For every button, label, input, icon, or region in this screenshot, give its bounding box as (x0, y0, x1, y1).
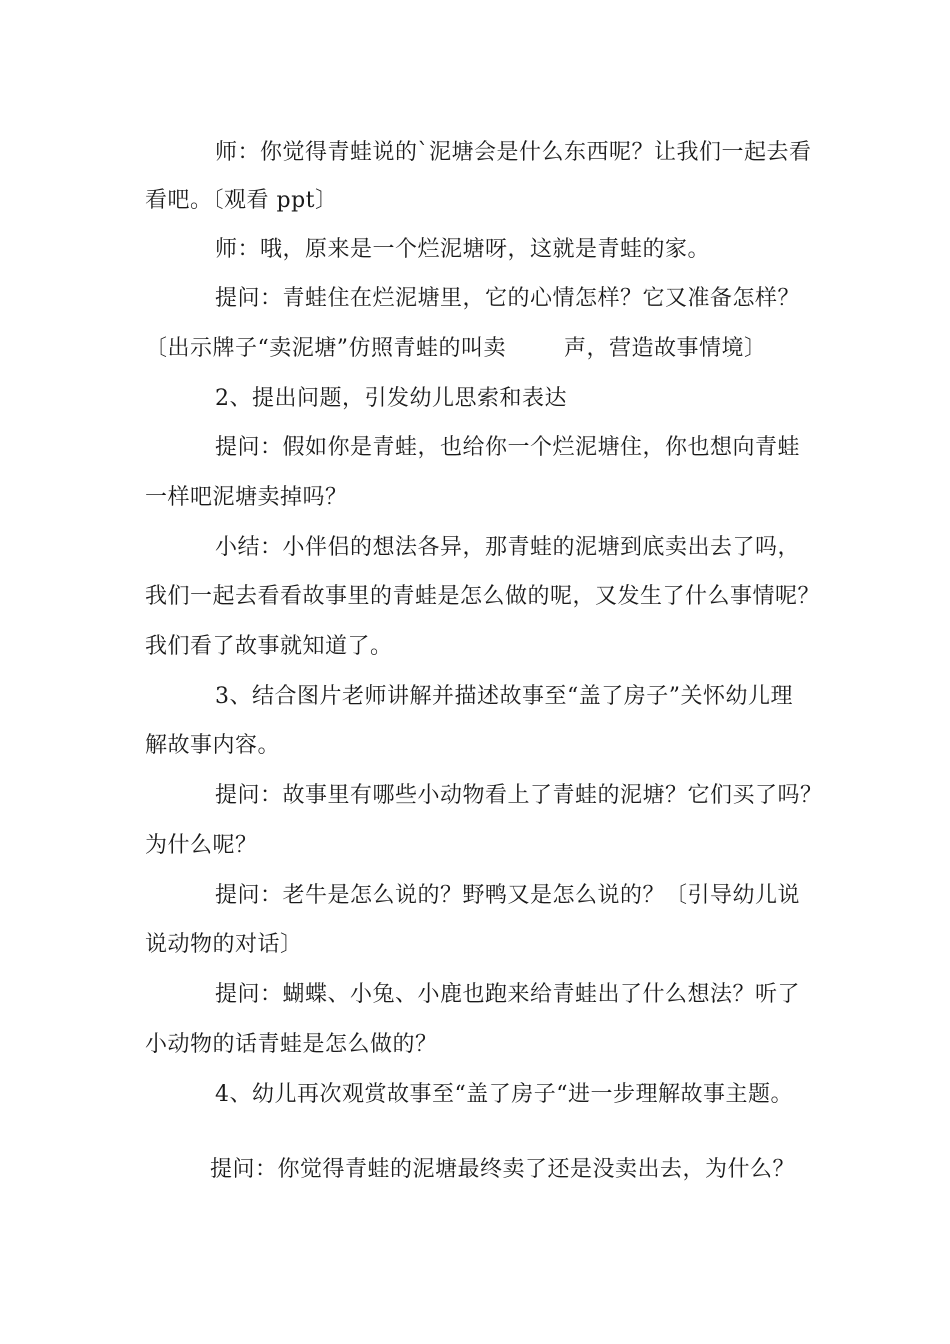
paragraph-line: 提问：老牛是怎么说的？野鸭又是怎么说的？〔引导幼儿说 (215, 883, 801, 908)
paragraph-line: 小结：小伴侣的想法各异，那青蛙的泥塘到底卖出去了吗， (215, 535, 801, 560)
section-heading: 4、幼儿再次观赏故事至“盖了房子“进一步理解故事主题。 (215, 1082, 793, 1107)
paragraph-line: 师：哦，原来是一个烂泥塘呀，这就是青蛙的家。 (215, 237, 711, 262)
paragraph-line: 为什么呢？ (145, 833, 258, 858)
paragraph-line: 一样吧泥塘卖掉吗？ (145, 485, 348, 510)
paragraph-line: 提问：假如你是青蛙，也给你一个烂泥塘住，你也想向青蛙 (215, 435, 801, 460)
line-segment: 声，营造故事情境〕 (564, 336, 767, 361)
paragraph-line: 我们一起去看看故事里的青蛙是怎么做的呢，又发生了什么事情呢？ (145, 584, 821, 609)
paragraph-line: 小动物的话青蛙是怎么做的？ (145, 1032, 438, 1057)
paragraph-line: 师：你觉得青蛙说的`泥塘会是什么东西呢？让我们一起去看 (215, 140, 812, 165)
paragraph-line: 提问：蝴蝶、小兔、小鹿也跑来给青蛙出了什么想法？听了 (215, 982, 801, 1007)
paragraph-line: 提问：青蛙住在烂泥塘里，它的心情怎样？它又准备怎样？ (215, 286, 801, 311)
paragraph-line: 解故事内容。 (145, 733, 281, 758)
section-heading: 3、结合图片老师讲解并描述故事至“盖了房子”关怀幼儿理 (215, 684, 793, 709)
paragraph-line: 看吧。〔观看 ppt〕 (145, 188, 338, 213)
paragraph-line: 提问：故事里有哪些小动物看上了青蛙的泥塘？它们买了吗？ (215, 783, 823, 808)
paragraph-line: 说动物的对话〕 (145, 932, 303, 957)
line-segment: 〔出示牌子“卖泥塘”仿照青蛙的叫卖 (145, 336, 506, 361)
paragraph-line: 我们看了故事就知道了。 (145, 634, 393, 659)
paragraph-line: 提问：你觉得青蛙的泥塘最终卖了还是没卖出去，为什么？ (210, 1157, 796, 1182)
section-heading: 2、提出问题，引发幼儿思索和表达 (215, 386, 567, 411)
paragraph-line (145, 334, 767, 364)
